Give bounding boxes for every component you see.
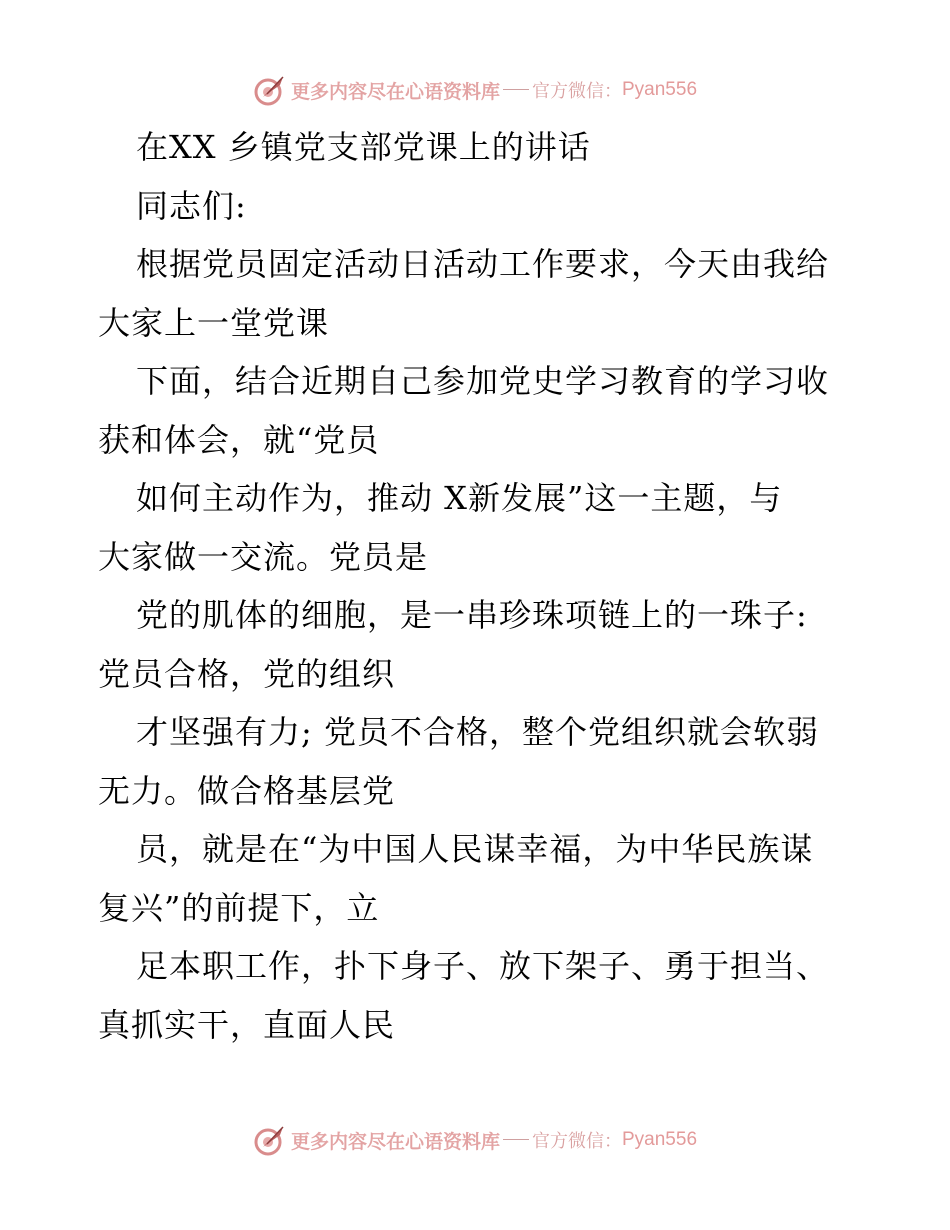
watermark-divider	[503, 89, 529, 90]
text-line: 下面，结合近期自己参加党史学习教育的学习收	[136, 362, 830, 400]
text-line: 才坚强有力; 党员不合格，整个党组织就会软弱	[136, 713, 819, 751]
text-line: 无力。做合格基层党	[98, 771, 396, 810]
watermark-text: 更多内容尽在心语资料库	[290, 80, 500, 103]
text-line: 如何主动作为，推动 X新发展”这一主题，与	[136, 479, 783, 517]
text-line: 同志们:	[136, 186, 247, 225]
text-line: 根据党员固定活动日活动工作要求，今天由我给	[136, 245, 830, 283]
quill-logo-icon	[253, 1123, 287, 1157]
text-line: 足本职工作，扑下身子、放下架子、勇于担当、	[136, 947, 830, 985]
document-body	[98, 118, 858, 1054]
watermark-label: 官方微信：	[532, 81, 622, 102]
document-lines	[98, 118, 858, 1054]
footer-watermark	[0, 1120, 950, 1160]
text-line: 在XX 乡镇党支部党课上的讲话	[136, 128, 591, 166]
text-line: 获和体会，就“党员	[98, 420, 380, 459]
watermark-wechat-id: Pyan556	[622, 79, 698, 100]
text-line: 党员合格，党的组织	[98, 654, 396, 693]
watermark-wechat-id: Pyan556	[622, 1129, 698, 1150]
text-line: 复兴”的前提下，立	[98, 888, 380, 927]
text-line: 大家上一堂党课	[98, 303, 330, 342]
text-line: 员，就是在“为中国人民谋幸福，为中华民族谋	[136, 830, 814, 868]
watermark-label: 官方微信：	[532, 1131, 622, 1152]
watermark-divider	[503, 1139, 529, 1140]
text-line: 真抓实干，直面人民	[98, 1005, 396, 1044]
watermark-text: 更多内容尽在心语资料库	[290, 1130, 500, 1153]
header-watermark	[0, 70, 950, 110]
text-line: 大家做一交流。党员是	[98, 537, 429, 576]
quill-logo-icon	[253, 73, 287, 107]
text-line: 党的肌体的细胞，是一串珍珠项链上的一珠子:	[136, 596, 808, 634]
